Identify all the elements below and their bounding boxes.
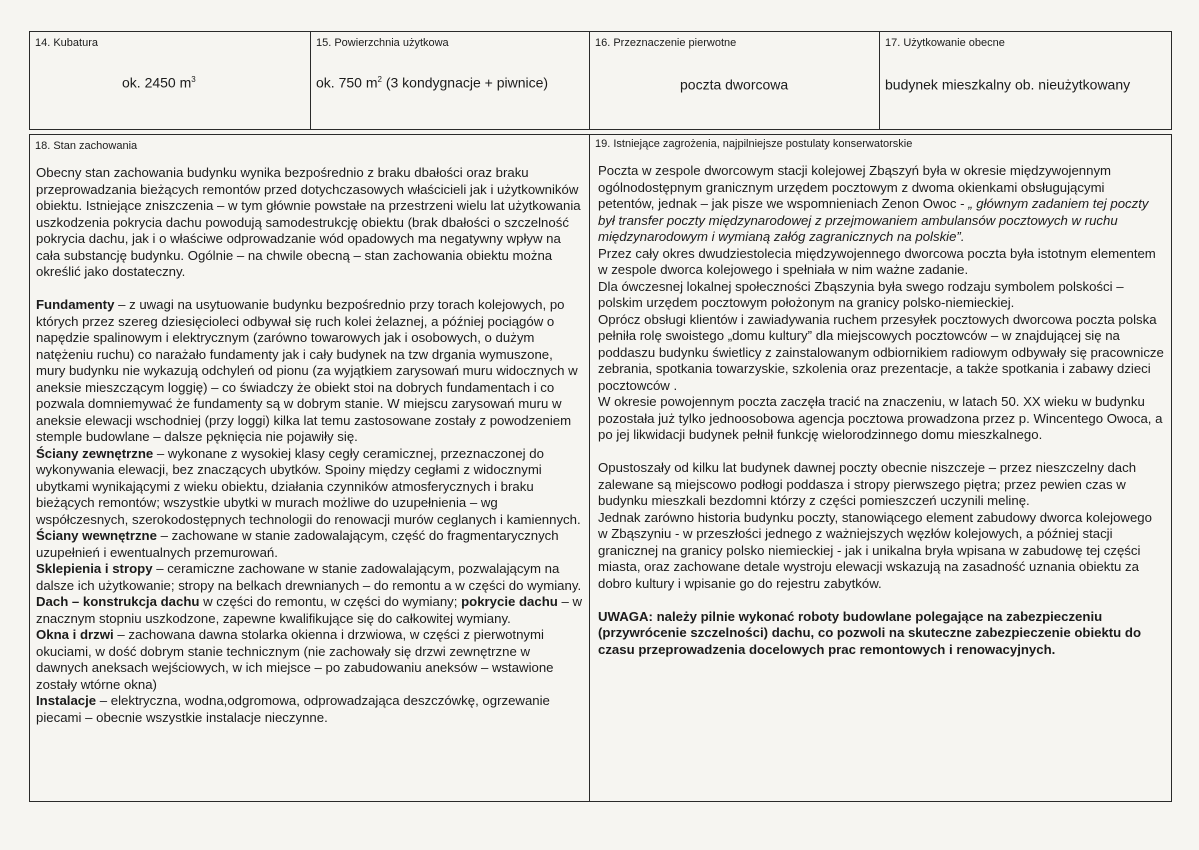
paragraph-4: Oprócz obsługi klientów i zawiadywania ruchem przesyłek pocztowych dworcowa poczta polska pełniła rolę swoistego „domu kultury” dla miejscowych pocztowców – w znajdującej się na poddaszu budynku świetlicy z zainstalowanym odbiornikiem radiowym odbywały się pracownicze zebrania, spotkania towarzyskie, szkolenia oraz prezentacje, a także spotkania i zabawy dzieci pocztowców .	[598, 311, 1164, 393]
field-label: 14. Kubatura	[35, 37, 98, 49]
heading: pokrycie dachu	[461, 594, 558, 609]
field-kubatura	[29, 31, 311, 130]
intro-paragraph: Obecny stan zachowania budynku wynika bezpośrednio z braku dbałości oraz braku przeprowadzania bieżących remontów przed dotychczasowych właścicieli jak i użytkowników obiektu. Istniejące zniszczenia – w tym głównie powstałe na przestrzeni wielu lat użytkowania uszkodzenia pokrycia dachu powodują samodestrukcję obiektu (brak dbałości o szczelność pokrycia dachu, jak i o właściwe odprowadzanie wód opadowych ma negatywny wpływ na cała substancję budynku. Ogólnie – na chwile obecną – stan zachowania obiektu można określić jako dostateczny.	[36, 165, 581, 279]
field-value: poczta dworcowa	[680, 76, 789, 93]
field-przeznaczenie	[589, 31, 880, 130]
paragraph-sciany-zewnetrzne: Ściany zewnętrzne – wykonane z wysokiej klasy cegły ceramicznej, przeznaczonej do wykonywania elewacji, bez znaczących ubytków. Spoiny między cegłami z widocznymi ubytkami wynikającymi z wieku obiektu, działania czynników atmosferycznych i braku bieżących remontów; wszystkie ubytki w murach możliwe do uzupełnienia – wg współczesnych, szerokodostępnych technologii do renowacji murów ceglanych i kamiennych.	[36, 445, 581, 527]
field-value: ok. 2450 $m^3$	[122, 74, 196, 91]
heading: Instalacje	[36, 693, 97, 708]
paragraph-fundamenty: Fundamenty – z uwagi na usytuowanie budynku bezpośrednio przy torach kolejowych, po których przez szereg dziesięcioleci odbywał się ruch kolei żelaznej, a później pociągów o napędzie spalinowym i elektrycznym (zarówno towarowych jak i osobowych, o dużym natężeniu ruchu) co narażało fundamenty jak i cały budynek na tzw drgania wymuszone, mury budynku nie wykazują odchyleń od pionu (za wyjątkiem zarysowań muru widocznych w aneksie mieszczącym loggię) – co świadczy że obiekt stoi na dobrych fundamentach i co pozwala domniemywać że fundamenty są w dobrym stanie. W miejscu zarysowań muru w aneksie elewacji wschodniej (przy loggi) kilka lat temu zastosowane zostały z powodzeniem stemple budowlane – dalsze pęknięcia nie pojawiły się.	[36, 297, 578, 444]
stan-zachowania-text	[36, 165, 584, 726]
paragraph-okna: Okna i drzwi – zachowana dawna stolarka okienna i drzwiowa, w części z pierwotnymi okuciami, w dość dobrym stanie technicznym (nie zachowały się drzwi zewnętrzne w dawnych aneksach wejściowych, w ich miejsce – po zabudowaniu aneksów – wstawione zostały wtórne okna)	[36, 627, 554, 692]
heading: Fundamenty	[36, 297, 115, 312]
field-value: budynek mieszkalny ob. nieużytkowany	[885, 76, 1131, 93]
section-label: 18. Stan zachowania	[35, 140, 138, 152]
field-powierzchnia	[310, 31, 590, 130]
field-value: ok. 750 $m^2$ (3 kondygnacje + piwnice)	[316, 74, 549, 91]
paragraph-5: W okresie powojennym poczta zaczęła tracić na znaczeniu, w latach 50. XX wieku w budynku pozostała już tylko jednoosobowa agencja pocztowa prowadzona przez p. Wincentego Owoca, a po jej likwidacji budynek pełnił funkcję wielorodzinnego domu mieszkalnego.	[598, 394, 1163, 442]
heading: Okna i drzwi	[36, 627, 114, 642]
field-label: 15. Powierzchnia użytkowa	[316, 37, 449, 49]
paragraph-3: Dla ówczesnej lokalnej społeczności Zbąszynia była swego rodzaju symbolem polskości – polskim urzędem pocztowym położonym na granicy polsko-niemieckiej.	[598, 278, 1124, 310]
field-label: 16. Przeznaczenie pierwotne	[595, 37, 737, 49]
paragraph-7: Jednak zarówno historia budynku poczty, stanowiącego element zabudowy dworca kolejowego w Zbąszyniu - w przeszłości jednego z ważniejszych węzłów kolejowych, a później stacji granicznej na granicy polsko niemieckiej - jak i unikalna bryła wpisana w zabudowę tej części miasta, oraz zachowane detale wystroju elewacji wskazują na zasadność uznania obiektu za dobro kultury i wpisanie go do rejestru zabytków.	[598, 509, 1152, 591]
heading: Ściany wewnętrzne	[36, 528, 157, 543]
section-zagrozenia	[589, 134, 1172, 802]
section-stan-zachowania	[29, 134, 590, 802]
zagrozenia-text	[598, 163, 1164, 658]
paragraph-instalacje: Instalacje – elektryczna, wodna,odgromowa, odprowadzająca deszczówkę, ogrzewanie piecami – obecnie wszystkie instalacje nieczynne.	[36, 693, 550, 725]
field-uzytkowanie	[879, 31, 1172, 130]
paragraph-dach: Dach – konstrukcja dachu w części do remontu, w części do wymiany; pokrycie dachu – w znacznym stopniu uszkodzone, zapewne kwalifikujące się do całkowitej wymiany.	[36, 594, 583, 626]
paragraph-6: Opustoszały od kilku lat budynek dawnej poczty obecnie niszczeje – przez nieszczelny dach zalewane są miejscowo podłogi poddasza i stropy pierwszego piętra; przez pewien czas w budynku mieszkali bezdomni którzy z części pomieszczeń uczynili melinę.	[598, 460, 1137, 508]
paragraph-sciany-wewnetrzne: Ściany wewnętrzne – zachowane w stanie zadowalającym, część do fragmentarycznych uzupełnień i ewentualnych przemurowań.	[36, 528, 559, 560]
paragraph-1: Poczta w zespole dworcowym stacji kolejowej Zbąszyń była w okresie międzywojennym ogólnodostępnym granicznym urzędem pocztowym z dwoma okienkami obsługującymi petentów, jednak – jak pisze we wspomnieniach Zenon Owoc - „ głównym zadaniem tej poczty był transfer poczty międzynarodowej z przejmowaniem ambulansów pocztowych w ruchu międzynarodowym i wymianą załóg zagranicznych na polskie”.	[598, 163, 1149, 244]
quote: „ głównym zadaniem tej poczty był transfer poczty międzynarodowej z przejmowaniem ambulansów pocztowych w ruchu międzynarodowym i wymianą załóg zagranicznych na polskie”.	[598, 196, 1149, 244]
paragraph-sklepienia: Sklepienia i stropy – ceramiczne zachowane w stanie zadowalającym, pozwalającym na dalsze ich użytkowanie; stropy na belkach drewnianych – do remontu a w części do wymiany.	[36, 561, 582, 593]
paragraph-2: Przez cały okres dwudziestolecia międzywojennego dworcowa poczta była istotnym elementem w zespole dworca kolejowego i spełniała w nim ważne zadanie.	[598, 245, 1156, 277]
field-label: 17. Użytkowanie obecne	[885, 37, 1005, 49]
heading: Ściany zewnętrzne	[36, 445, 154, 461]
heading: Dach – konstrukcja dachu	[36, 594, 200, 609]
section-label: 19. Istniejące zagrożenia, najpilniejsze postulaty konserwatorskie	[595, 138, 913, 150]
heading: Sklepienia i stropy	[36, 561, 153, 576]
warning-paragraph: UWAGA: należy pilnie wykonać roboty budowlane polegające na zabezpieczeniu (przywrócenie szczelności) dachu, co pozwoli na skuteczne zabezpieczenie obiektu do czasu przeprowadzenia docelowych prac remontowych i renowacyjnych.	[598, 608, 1142, 657]
